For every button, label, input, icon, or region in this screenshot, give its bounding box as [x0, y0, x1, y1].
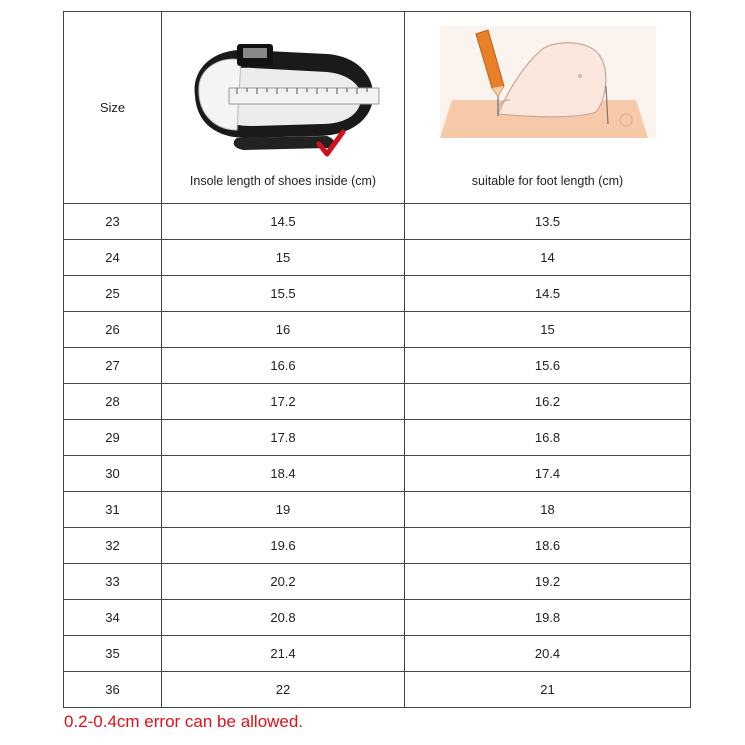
table-row: [64, 564, 691, 600]
foot-header-label: suitable for foot length (cm): [471, 174, 624, 188]
foot-header: [405, 12, 691, 204]
table-row: [64, 528, 691, 564]
table-row: [64, 384, 691, 420]
foot-cell: 14: [405, 240, 691, 276]
size-table: [63, 11, 691, 708]
insole-cell: 19.6: [162, 528, 405, 564]
table-row: [64, 636, 691, 672]
error-note: 0.2-0.4cm error can be allowed.: [64, 712, 304, 731]
foot-cell: 16.2: [405, 384, 691, 420]
insole-cell: 19: [162, 492, 405, 528]
size-cell: 31: [64, 492, 162, 528]
foot-measure-illustration-icon: [440, 26, 656, 138]
size-cell: 28: [64, 384, 162, 420]
foot-cell: 17.4: [405, 456, 691, 492]
table-row: [64, 312, 691, 348]
foot-cell: 16.8: [405, 420, 691, 456]
size-cell: 23: [64, 204, 162, 240]
size-cell: 26: [64, 312, 162, 348]
table-row: [64, 672, 691, 708]
insole-cell: 17.8: [162, 420, 405, 456]
insole-cell: 16: [162, 312, 405, 348]
foot-cell: 14.5: [405, 276, 691, 312]
insole-cell: 17.2: [162, 384, 405, 420]
insole-cell: 18.4: [162, 456, 405, 492]
size-cell: 32: [64, 528, 162, 564]
foot-cell: 20.4: [405, 636, 691, 672]
insole-cell: 16.6: [162, 348, 405, 384]
table-body: [64, 204, 691, 708]
table-row: [64, 600, 691, 636]
foot-cell: 13.5: [405, 204, 691, 240]
table-row: [64, 204, 691, 240]
foot-cell: 15: [405, 312, 691, 348]
header-row: [64, 12, 691, 204]
size-header: Size: [64, 12, 162, 204]
foot-cell: 18.6: [405, 528, 691, 564]
table-row: [64, 420, 691, 456]
size-cell: 33: [64, 564, 162, 600]
foot-cell: 19.2: [405, 564, 691, 600]
insole-cell: 20.2: [162, 564, 405, 600]
size-cell: 30: [64, 456, 162, 492]
insole-cell: 21.4: [162, 636, 405, 672]
size-cell: 27: [64, 348, 162, 384]
insole-cell: 22: [162, 672, 405, 708]
insole-header: [162, 12, 405, 204]
insole-cell: 15.5: [162, 276, 405, 312]
size-cell: 29: [64, 420, 162, 456]
foot-cell: 19.8: [405, 600, 691, 636]
table-row: [64, 276, 691, 312]
table-row: [64, 456, 691, 492]
size-cell: 36: [64, 672, 162, 708]
table-row: [64, 492, 691, 528]
insole-cell: 15: [162, 240, 405, 276]
insole-cell: 14.5: [162, 204, 405, 240]
size-cell: 35: [64, 636, 162, 672]
size-cell: 25: [64, 276, 162, 312]
size-cell: 24: [64, 240, 162, 276]
table-row: [64, 348, 691, 384]
foot-cell: 18: [405, 492, 691, 528]
foot-cell: 21: [405, 672, 691, 708]
size-cell: 34: [64, 600, 162, 636]
shoe-measure-photo-icon: [177, 26, 389, 166]
foot-cell: 15.6: [405, 348, 691, 384]
insole-cell: 20.8: [162, 600, 405, 636]
insole-header-label: Insole length of shoes inside (cm): [189, 174, 377, 188]
table-row: [64, 240, 691, 276]
